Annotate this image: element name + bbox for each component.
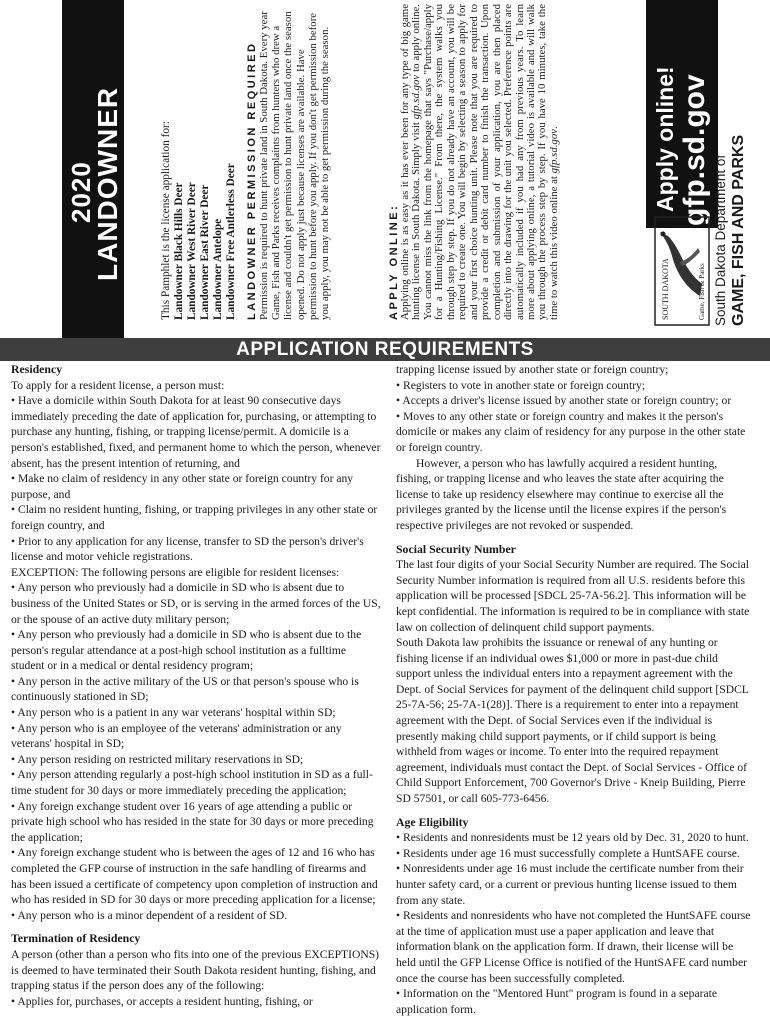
pamphlet-lead: This Pamphlet is the license application for: [160, 121, 172, 320]
residency-paragraph: • Prior to any application for any license, transfer to SD the person's driver's license and motor vehicle registrations. [11, 534, 364, 564]
apply-online-section [388, 4, 560, 320]
pamphlet-item: Landowner Free Antlerless Deer [225, 163, 238, 320]
residency-paragraph: • Any person who previously had a domicile in SD who is absent due to the person's regular attendance at a post-high school institution as a fulltime student or in a medical or dental residency program; [11, 628, 362, 673]
residency-paragraph: • Have a domicile within South Dakota for at least 90 consecutive days immediately preceding the date of application for, purchasing, or attempting to purchase any hunting, fishing, or trapping license/permit. A domicile is a person's established, fixed, and permanent home to which the person, whenever absent, has the present intention of returning, and [11, 394, 381, 470]
logo-state-text: SOUTH DAKOTA [661, 258, 670, 320]
termination-paragraph: • Accepts a driver's license issued by another state or foreign country; or [396, 394, 732, 408]
residency-paragraph: • Any foreign exchange student over 16 years of age attending a public or private high school who has resided in the state for 30 days or more preceding the application; [11, 799, 374, 844]
pamphlet-item: Landowner West River Deer [186, 182, 199, 320]
right-column [396, 362, 752, 1017]
title-block [62, 0, 124, 338]
left-column [11, 362, 381, 1009]
pamphlet-list [160, 0, 239, 320]
age-heading: Age Eligibility [396, 814, 469, 829]
apply-heading: APPLY ONLINE: [388, 203, 400, 320]
year: 2020 [66, 161, 96, 223]
apply-link-2[interactable]: gfp.sd.gov [547, 128, 560, 174]
apply-online-callout: Apply online! [652, 66, 678, 212]
termination-paragraph: • Applies for, purchases, or accepts a resident hunting, fishing, or [11, 994, 313, 1008]
residency-heading: Residency [11, 362, 63, 376]
department-name: South Dakota Department of [713, 154, 728, 326]
spacer [396, 807, 752, 815]
residency-paragraph: • Any person in the active military of the US or that person's spouse who is continuously stationed in SD; [11, 674, 359, 704]
age-paragraph: • Residents and nonresidents who have not completed the HuntSAFE course at the time of application must use a paper application and leave that information blank on the application form. If drawn, their license will be held until the GFP License Office is notified of the HuntSAFE card number once the course has been successfully completed. [396, 909, 751, 985]
cover-band [0, 0, 770, 338]
residency-paragraph: • Claim no resident hunting, fishing, or trapping privileges in any other state or foreign country, and [11, 503, 378, 532]
gfp-pheasant-logo-icon [654, 216, 710, 326]
however-paragraph: However, a person who has lawfully acquired a resident hunting, fishing, or trapping license and who leaves the state after acquiring the license to take up residency elsewhere may continue to exercise all the privileges granted by the license until the license expires if the person's respective privileges are not revoked or suspended. [396, 456, 727, 532]
page-title: LANDOWNER [92, 86, 123, 281]
spacer [396, 534, 752, 542]
residency-paragraph: • Any person who previously had a domicile in SD who is absent due to business of the United States or SD, or is serving in the armed forces of the US, or the spouse of an active duty military person; [11, 581, 381, 626]
permission-section [246, 4, 331, 320]
residency-paragraph: • Make no claim of residency in any other state or foreign country for any purpose, and [11, 472, 354, 501]
residency-paragraph: • Any person residing on restricted military reservations in SD; [11, 752, 304, 766]
permission-heading: LANDOWNER PERMISSION REQUIRED [246, 41, 258, 320]
ssn-heading: Social Security Number [396, 541, 516, 556]
website-url[interactable]: gfp.sd.gov [678, 74, 711, 226]
residency-paragraph: To apply for a resident license, a person must: [11, 378, 225, 392]
ssn-paragraph: The last four digits of your Social Security Number are required. The Social Security Number information is required from all U.S. residents before this application will be processed [SDCL 25-7A-56.2]. This information will be kept confidential. The information is required to be in compliance with state law on collection of delinquent child support payments. [396, 558, 750, 634]
logo-agency-text: Game, Fish & Parks [698, 263, 706, 320]
age-paragraph: • Residents under age 16 must successfully complete a HuntSAFE course. [396, 846, 740, 860]
age-paragraph: • Information on the "Mentored Hunt" program is found in a separate application form. [396, 987, 717, 1016]
apply-link[interactable]: gfp.sd.gov [410, 74, 423, 120]
residency-paragraph: • Any person who is a patient in any war veterans' hospital within SD; [11, 706, 336, 720]
agency-name: GAME, FISH AND PARKS [730, 134, 747, 326]
residency-paragraph: EXCEPTION: The following persons are eligible for resident licenses: [11, 565, 340, 579]
pamphlet-item: Landowner East River Deer [199, 184, 212, 320]
ssn-paragraph: South Dakota law prohibits the issuance or renewal of any hunting or fishing license if an individual owes $1,000 or more in past-due child support unless the individual enters into a repayment agreement with the Dept. of Social Services for payment of the delinquent child support [SDCL 25-7A-56; 25-7A-1(28)]. There is a requirement to enter into a repayment agreement with the Dept. of Social Services even if the individual is presently making child support payments, or if child support is being withheld from wages or income. To enter into the required repayment agreement, individuals must contact the Dept. of Social Services - Office of Child Support Enforcement, 700 Governor's Drive - Kneip Building, Pierre SD 57501, or call 605-773-6456. [396, 636, 749, 806]
cover-rotated [0, 0, 770, 338]
residency-paragraph: • Any person who is an employee of the veterans' administration or any veterans' hospital in SD; [11, 721, 342, 751]
pamphlet-item: Landowner Antelope [212, 218, 225, 320]
permission-text: Permission is required to hunt private land in South Dakota. Every year Game, Fish and Parks receives complaints from hunters who drew a license and couldn't get permission to hunt private land once the season opened. Do not apply just because licenses are available. Have permission to hunt before you apply. If you don't get permission before you apply, you may not be able to get permission during the season. [258, 11, 332, 320]
apply-text: Applying online is as easy as it has ever been for any type of big game hunting license in South Dakota. Simply visit gfp.sd.gov to apply online. You cannot miss the link from the homepage that says "Purchase/apply for a Hunting/Fishing License." From there, the system walks you through step by step. If you do not already have an account, you will be required to create one. You will begin by selecting a season to apply for and your first choice hunting unit. Please note that you are required to provide a credit or debit card number to finish the transaction. Upon completion and submission of your application, you are then placed directly into the drawing for the unit you selected. Preference points are automatically included if you had any from previous years. To learn more about applying online, a tutorial video is available and will walk you through the process step by step. If you have 10 minutes, take the time to watch this video online at gfp.sd.gov. [399, 4, 560, 320]
termination-paragraph: • Registers to vote in another state or foreign country; [396, 378, 646, 392]
termination-paragraph: trapping license issued by another state or foreign country; [396, 363, 669, 376]
termination-paragraph: • Moves to any other state or foreign country and makes it the person's domicile or makes any claim of residency for any purpose in the other state or foreign country. [396, 409, 746, 454]
residency-paragraph: • Any person who is a minor dependent of a resident of SD. [11, 908, 288, 922]
termination-heading: Termination of Residency [11, 931, 141, 946]
residency-paragraph: • Any person attending regularly a post-high school institution in SD as a full-time student for 30 days or more immediately preceding the application; [11, 768, 373, 798]
termination-paragraph: A person (other than a person who fits into one of the previous EXCEPTIONS) is deemed to have terminated their South Dakota resident hunting, fishing, and trapping status if the person does any of the following: [11, 947, 380, 993]
residency-paragraph: • Any foreign exchange student who is between the ages of 12 and 16 who has completed the GFP course of instruction in the safe handling of firearms and has been issued a certificate of competency upon completion of instruction and who has resided in SD for 30 days or more preceding application for a license; [11, 846, 378, 907]
spacer [11, 923, 381, 931]
section-banner: APPLICATION REQUIREMENTS [0, 338, 770, 361]
age-paragraph: • Nonresidents under age 16 must include the certificate number from their hunter safety card, or a current or previous hunting license issued to them from any state. [396, 862, 744, 907]
pamphlet-item: Landowner Black Hills Deer [173, 182, 186, 320]
age-paragraph: • Residents and nonresidents must be 12 years old by Dec. 31, 2020 to hunt. [396, 831, 749, 845]
